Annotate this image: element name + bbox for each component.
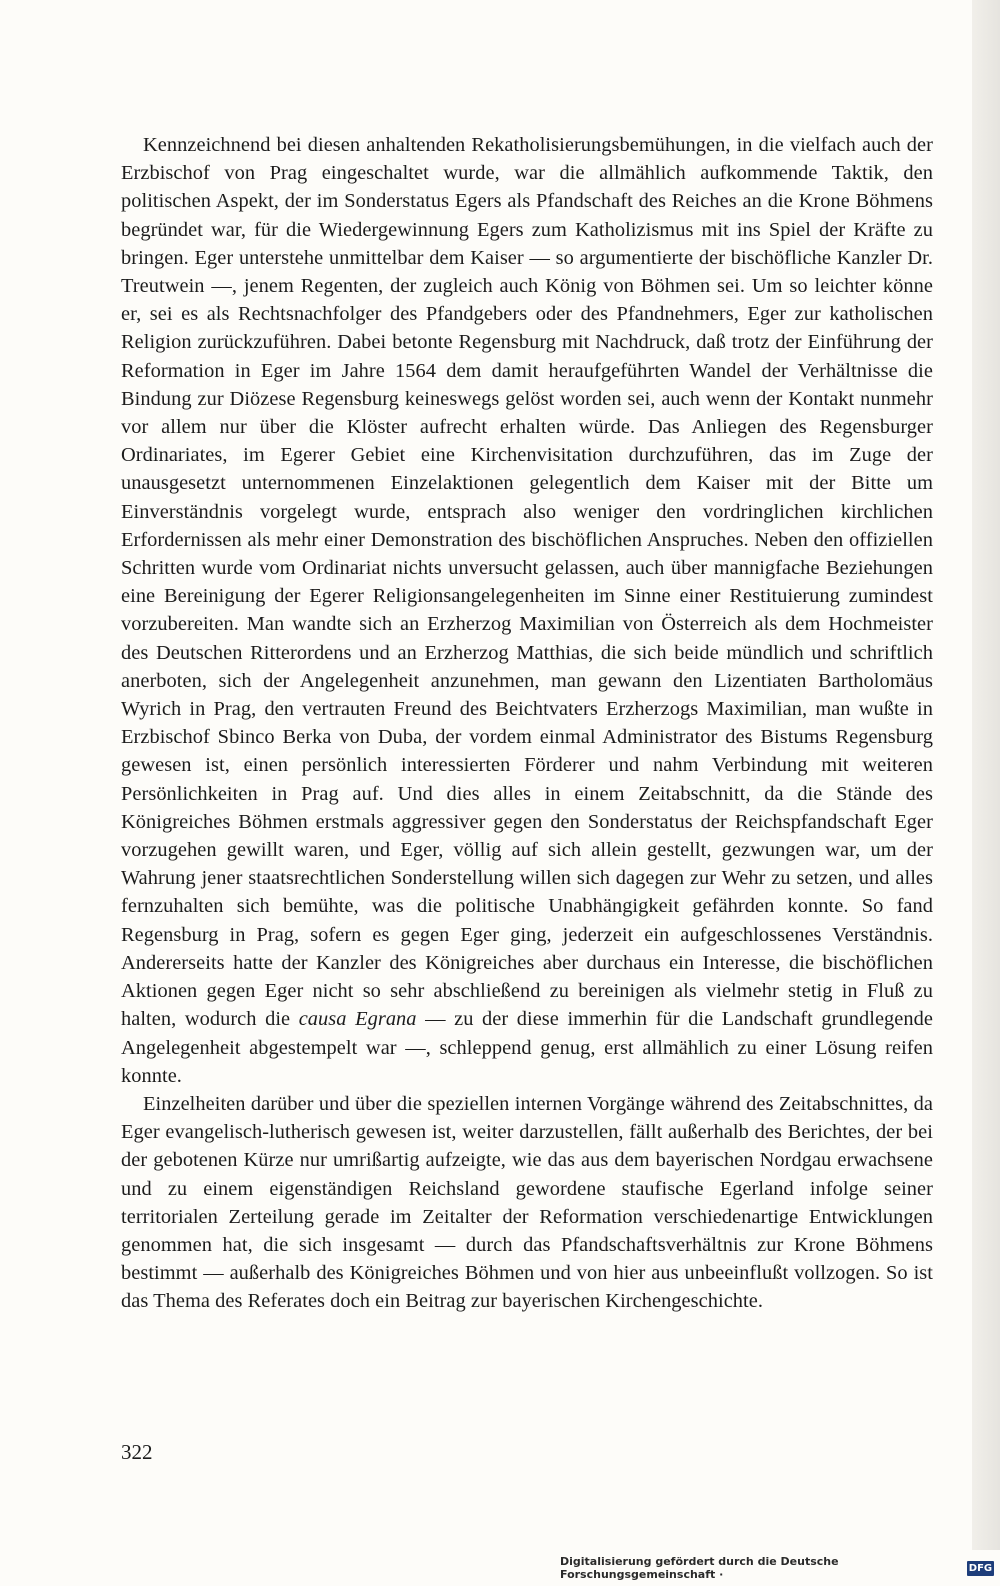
digitization-note: Digitalisierung gefördert durch die Deutsche Forschungsgemeinschaft · — [560, 1555, 839, 1581]
paragraph-1 — [121, 131, 933, 1090]
italic-term: causa Egrana — [298, 1008, 417, 1031]
dfg-logo-icon: DFG — [968, 1562, 993, 1574]
digitization-footer — [560, 1550, 1000, 1586]
body-text — [121, 131, 933, 1316]
page-number: 322 — [121, 1440, 153, 1464]
page-edge-shadow — [972, 0, 1000, 1550]
paragraph-1-tail: — zu der diese immerhin für die Landschaft grundlegende Angelegenheit abgestempelt war —, schleppend genug, erst allmählich zu einer Lösung reifen konnte. — [121, 1008, 933, 1087]
paragraph-1-text: Kennzeichnend bei diesen anhaltenden Rekatholisierungsbemühungen, in die vielfach auch der Erzbischof von Prag eingeschaltet wurde, war die allmählich aufkommende Taktik, den politischen Aspekt, der im Sonderstatus Egers als Pfandschaft des Reiches an die Krone Böhmens begründet war, für die Wiedergewinnung Egers zum Katholizismus mit ins Spiel der Kräfte zu bringen. Eger unterstehe unmittelbar dem Kaiser — so argumentierte der bischöfliche Kanzler Dr. Treutwein —, jenem Regenten, der zugleich auch König von Böhmen sei. Um so leichter könne er, sei es als Rechtsnachfolger des Pfandgebers oder des Pfandnehmers, Eger zur katholischen Religion zurückzuführen. Dabei betonte Regensburg mit Nachdruck, daß trotz der Einführung der Reformation in Eger im Jahre 1564 dem damit heraufgeführten Wandel der Verhältnisse die Bindung zur Diözese Regensburg keineswegs gelöst worden sei, auch wenn der Kontakt nunmehr vor allem nur über die Klöster aufrecht erhalten würde. Das Anliegen des Regensburger Ordinariates, im Egerer Gebiet eine Kirchenvisitation durchzuführen, das im Zuge der unausgesetzt unternommenen Einzelaktionen gelegentlich dem Kaiser mit der Bitte um Einverständnis vorgelegt wurde, entsprach also weniger den vordringlichen kirchlichen Erfordernissen als mehr einer Demonstration des bischöflichen Anspruches. Neben den offiziellen Schritten wurde vom Ordinariat nichts unversucht gelassen, auch über mannigfache Beziehungen eine Bereinigung der Egerer Religionsangelegenheiten im Sinne einer Restituierung zumindest vorzubereiten. Man wandte sich an Erzherzog Maximilian von Österreich als dem Hochmeister des Deutschen Ritterordens und an Erzherzog Matthias, die sich beide mündlich und schriftlich anerboten, sich der Angelegenheit anzunehmen, man gewann den Lizentiaten Bartholomäus Wyrich in Prag, den vertrauten Freund des Beichtvaters Erzherzogs Maximilian, man wußte in Erzbischof Sbinco Berka von Duba, der vordem einmal Administrator des Bistums Regensburg gewesen ist, einen persönlich interessierten Förderer und nahm Verbindung mit weiteren Persönlichkeiten in Prag auf. Und dies alles in einem Zeitabschnitt, da die Stände des Königreiches Böhmen erstmals aggressiver gegen den Sonderstatus der Reichspfandschaft Eger vorzugehen gewillt waren, und Eger, völlig auf sich allein gestellt, gezwungen war, um der Wahrung jener staatsrechtlichen Sonderstellung willen sich dagegen zur Wehr zu setzen, und alles fernzuhalten sich bemühte, was die politische Unabhängigkeit gefährden konnte. So fand Regensburg in Prag, sofern es gegen Eger ging, jederzeit ein aufgeschlossenes Verständnis. Andererseits hatte der Kanzler des Königreiches aber durchaus ein Interesse, die bischöflichen Aktionen gegen Eger nicht so sehr abschließend zu bereinigen als vielmehr stetig in Fluß zu halten, wodurch die — [121, 134, 933, 1031]
paragraph-2: Einzelheiten darüber und über die speziellen internen Vorgänge während des Zeitabschnittes, da Eger evangelisch-lutherisch gewesen ist, weiter darzustellen, fällt außerhalb des Berichtes, der bei der gebotenen Kürze nur umrißartig aufzeigte, wie das aus dem bayerischen Nordgau erwachsene und zu einem eigenständigen Reichsland gewordene staufische Egerland infolge seiner territorialen Zerteilung gerade im Zeitalter der Reformation verschiedenartige Entwicklungen genommen hat, die sich insgesamt — durch das Pfandschaftsverhältnis zur Krone Böhmens bestimmt — außerhalb des Königreiches Böhmen und von hier aus unbeeinflußt vollzogen. So ist das Thema des Referates doch ein Beitrag zur bayerischen Kirchengeschichte. — [121, 1092, 933, 1313]
